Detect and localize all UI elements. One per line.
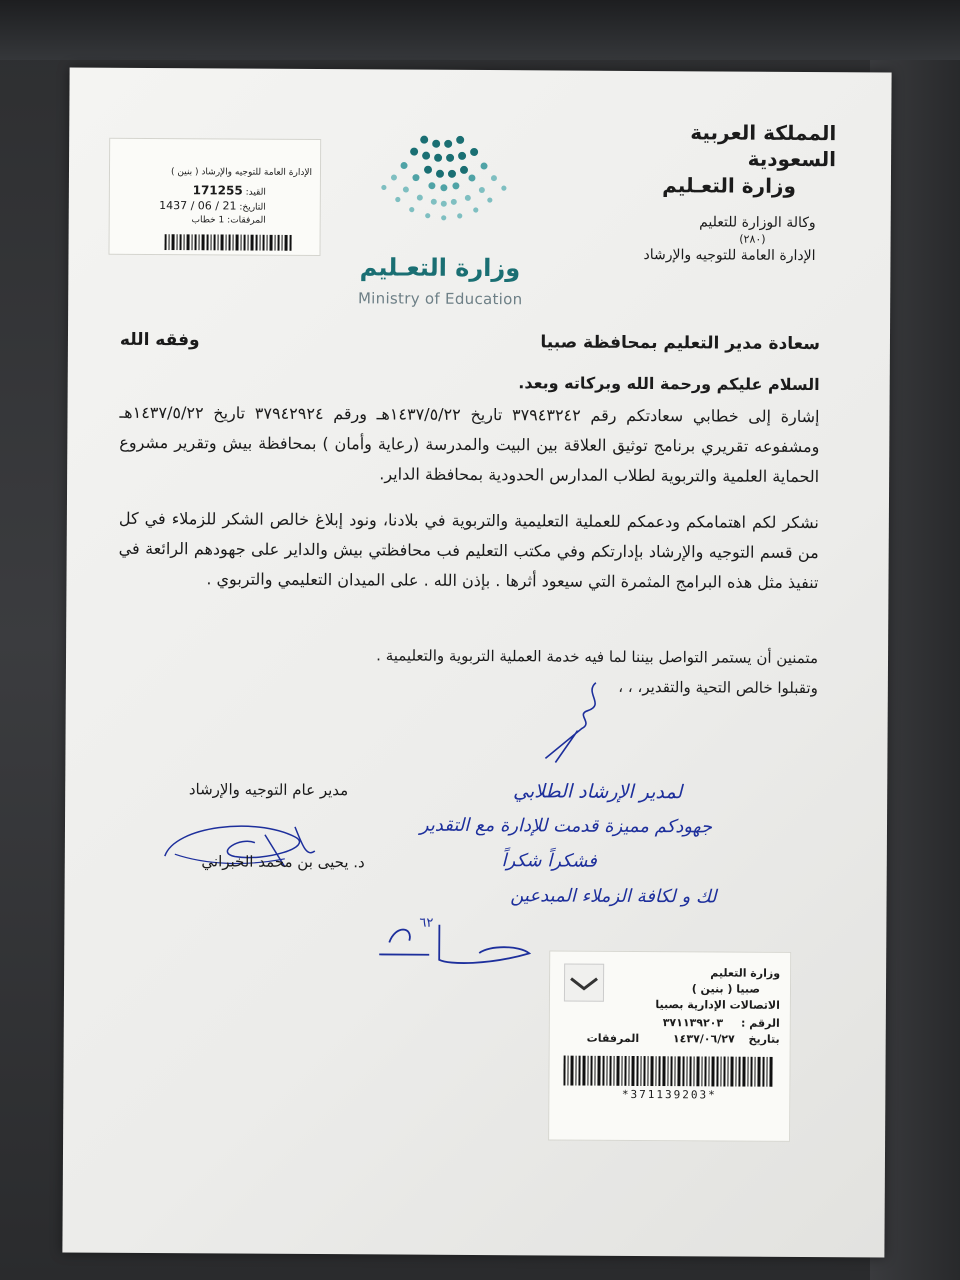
addressee: سعادة مدير التعليم بمحافظة صبيا	[540, 332, 821, 355]
stamp-date-label: بتاريخ	[748, 1032, 780, 1046]
svg-text:٦٢: ٦٢	[419, 915, 434, 931]
stamp-ministry: وزارة التعليم	[710, 966, 781, 980]
letter-paper	[62, 68, 891, 1258]
stamp-date-value: ١٤٣٧/٠٦/٢٧	[672, 1032, 735, 1046]
paragraph-1: إشارة إلى خطابي سعادتكم رقم ٣٧٩٤٣٢٤٢ تاريخ ١٤٣٧/٥/٢٢هـ ورقم ٣٧٩٤٢٩٢٤ تاريخ ١٤٣٧/٥/٢٢هـ ومشفوعه تقريري برنامج توثيق العلاقة بين البيت والمدرسة (رعاية وأمان ) بمحافظة بيش وتقرير مشروع الحماية العلمية والتربوية لطلاب المدارس الحدودية بمحافظة الداير.	[119, 402, 820, 487]
stamp-date	[587, 1032, 780, 1046]
sticker-record-label: القيد:	[245, 187, 266, 198]
stamp-unit: الاتصالات الإدارية بصبيا	[655, 998, 780, 1012]
sticker-record-value: 171255	[192, 183, 243, 198]
sticker-department: الإدارة العامة للتوجيه والإرشاد ( بنين )	[170, 167, 313, 178]
stamp-attachments-label: المرفقات	[586, 1031, 640, 1045]
stamp-logo	[564, 964, 604, 1002]
letterhead	[595, 119, 836, 266]
handwritten-line-4: لك و لكافة الزملاء المبدعين	[510, 885, 717, 908]
sticker-attachments-label: المرفقات:	[227, 215, 266, 226]
stamp-number-label: الرقم :	[740, 1016, 780, 1030]
logo-english-text: Ministry of Education	[357, 289, 523, 309]
sticker-date-label: التاريخ:	[239, 202, 266, 213]
ministry-mini-logo-icon	[565, 965, 603, 1001]
stamp-office: صبيا ( بنين )	[691, 982, 761, 996]
registration-sticker	[108, 138, 321, 256]
department-name: الإدارة العامة للتوجيه والإرشاد	[643, 247, 816, 265]
addressee-line	[120, 326, 820, 358]
logo-arabic-text: وزارة التعـليم	[359, 253, 521, 283]
handwritten-approval-signature	[369, 904, 539, 975]
closing-line-1: متمنين أن يستمر التواصل بيننا لما فيه خدمة العملية التربوية والتعليمية .	[376, 646, 819, 668]
ministry-name: وزارة التعـليم	[662, 173, 796, 198]
ministry-logo	[353, 129, 534, 320]
stamp-barcode-text: *37113920З*	[621, 1087, 717, 1102]
stamp-barcode	[563, 1056, 775, 1087]
sticker-barcode	[165, 234, 295, 251]
closing-line-2: وتقبلوا خالص التحية والتقدير، ، ،	[618, 677, 818, 698]
incoming-mail-sticker	[548, 950, 791, 1141]
ministry-logo-icon	[354, 129, 535, 250]
stamp-number-value: ٣٧١١٣٩٢٠٣	[662, 1016, 724, 1030]
signatory-title: مدير عام التوجيه والإرشاد	[188, 780, 349, 800]
handwritten-line-3: فشكراً شكراً	[501, 850, 597, 872]
desk-background	[0, 0, 960, 60]
stamp-number	[663, 1016, 780, 1030]
handwritten-line-2: جهودكم مميزة قدمت للإدارة مع التقدير	[419, 814, 713, 838]
greeting: السلام عليكم ورحمة الله وبركاته وبعد.	[518, 373, 820, 395]
agency-name: وكالة الوزارة للتعليم	[699, 214, 816, 232]
handwritten-line-1: لمدير الإرشاد الطلابي	[512, 780, 683, 804]
paragraph-2: نشكر لكم اهتمامكم ودعمكم للعملية التعليمية والتربوية في بلادنا، ونود إبلاغ خالص الشكر للزملاء في كل من قسم التوجيه والإرشاد بإدارتكم وفي مكتب التعليم فب محافظتي بيش والداير على جهودهم الرائعة في تنفيذ مثل هذه البرامج المثمرة التي سيعود أثرها . بإذن الله . على الميدان التعليمي والتربوي .	[118, 508, 819, 593]
kingdom-name: المملكة العربية السعودية	[690, 120, 837, 172]
sticker-record	[193, 183, 266, 197]
sticker-date-value: 21 / 06 / 1437	[159, 199, 237, 213]
initials-scribble	[535, 670, 626, 766]
sticker-date	[159, 199, 266, 213]
sticker-attachments-value: 1 خطاب	[191, 215, 225, 226]
signatory-name: د. يحيى بن محمد الخبراني	[201, 852, 365, 872]
sticker-attachments	[192, 215, 266, 225]
blessing: وفقه الله	[119, 329, 200, 351]
department-number: (٢٨٠)	[739, 232, 766, 246]
